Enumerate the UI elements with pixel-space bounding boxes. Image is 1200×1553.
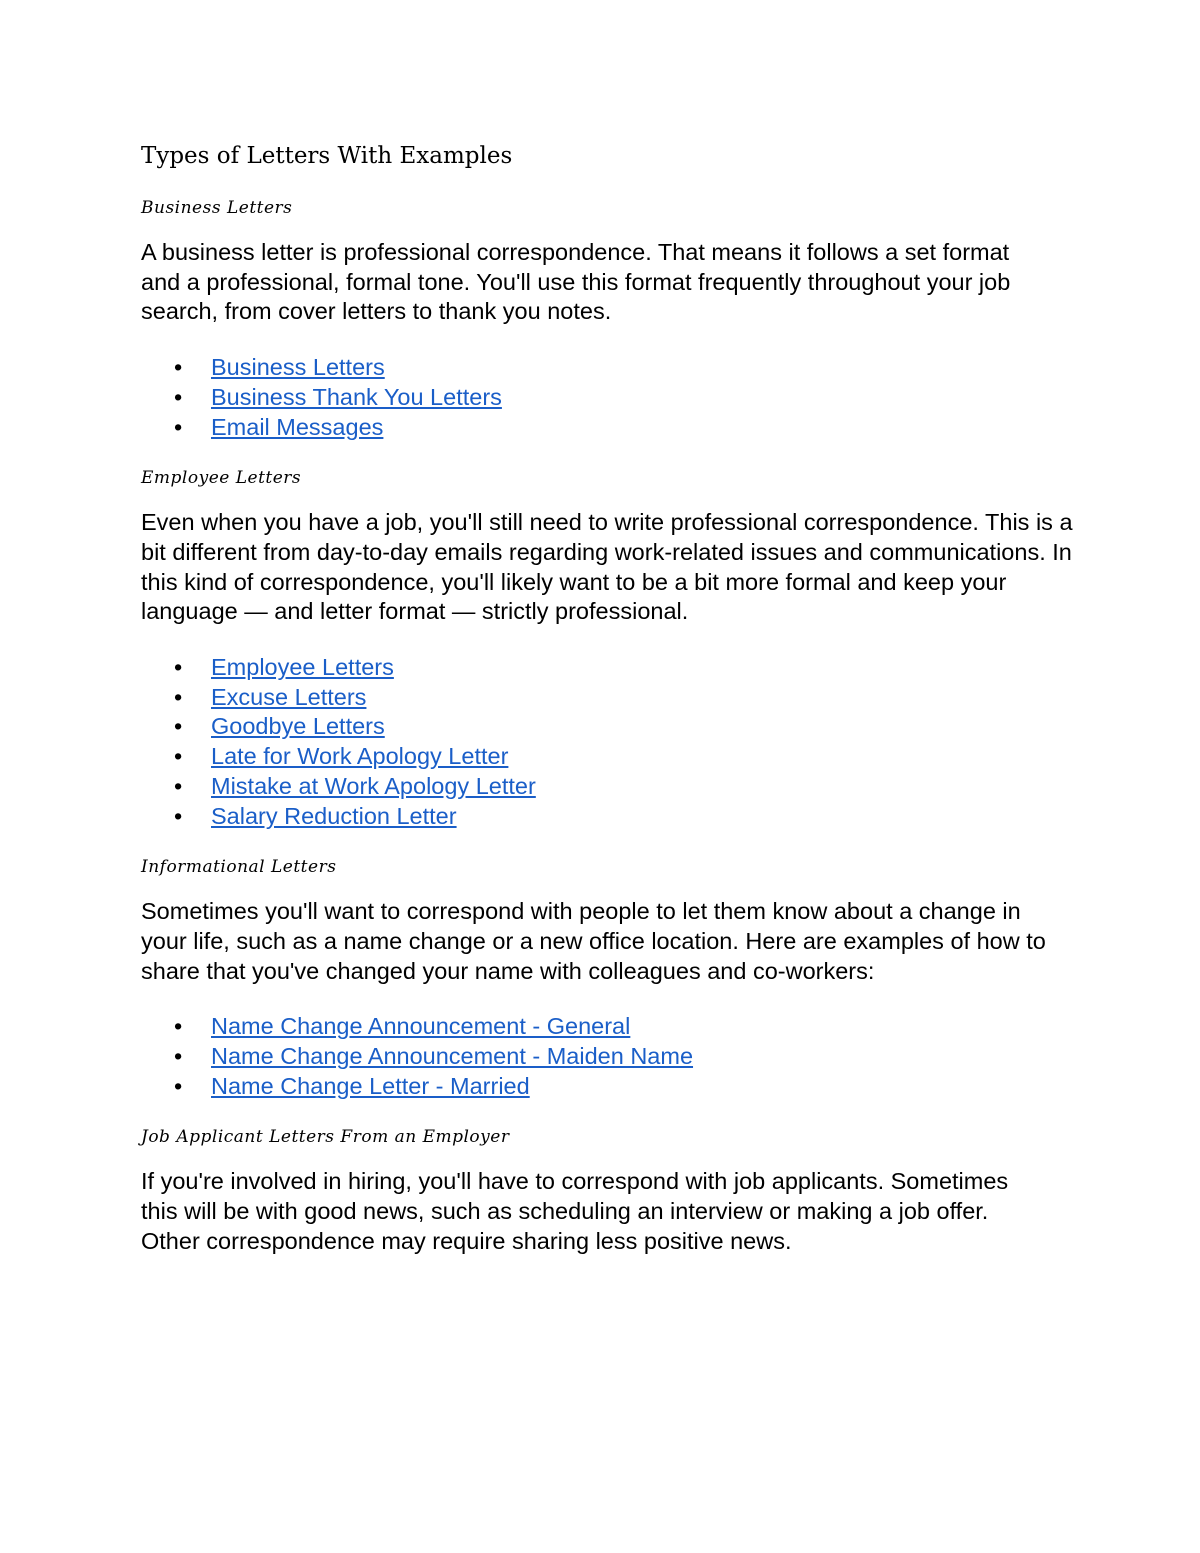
bullet-icon: • bbox=[174, 413, 183, 440]
list-item bbox=[141, 383, 1081, 413]
section-heading: Job Applicant Letters From an Employer bbox=[141, 1127, 510, 1148]
bullet-icon: • bbox=[174, 802, 183, 829]
list-item bbox=[141, 1042, 1081, 1072]
list-item bbox=[141, 1072, 1081, 1102]
link-employee-letters[interactable]: Employee Letters bbox=[211, 654, 394, 681]
bullet-icon: • bbox=[174, 1013, 183, 1040]
link-late-for-work-apology-letter[interactable]: Late for Work Apology Letter bbox=[211, 743, 509, 770]
section-employee-letters bbox=[141, 464, 1081, 831]
section-paragraph: Even when you have a job, you'll still need to write professional correspondence. This is a bit different from day-to-day emails regarding work-related issues and communications. In this kind of correspondence, you'll likely want to be a bit more formal and keep your language — and letter format — strictly professional. bbox=[141, 509, 1073, 625]
bullet-icon: • bbox=[174, 713, 183, 740]
link-business-letters[interactable]: Business Letters bbox=[211, 354, 385, 381]
bullet-icon: • bbox=[174, 683, 183, 710]
section-paragraph: Sometimes you'll want to correspond with people to let them know about a change in your life, such as a name change or a new office location. Here are examples of how to share that you've changed your name with colleagues and co-workers: bbox=[141, 898, 1046, 984]
bullet-icon: • bbox=[174, 1072, 183, 1099]
link-mistake-at-work-apology-letter[interactable]: Mistake at Work Apology Letter bbox=[211, 772, 536, 799]
list-item bbox=[141, 653, 1081, 683]
link-excuse-letters[interactable]: Excuse Letters bbox=[211, 683, 367, 710]
list-item bbox=[141, 712, 1081, 742]
link-name-change-letter-married[interactable]: Name Change Letter - Married bbox=[211, 1072, 530, 1099]
list-item bbox=[141, 772, 1081, 802]
list-item bbox=[141, 413, 1081, 443]
section-heading: Informational Letters bbox=[141, 857, 337, 878]
section-informational-letters bbox=[141, 853, 1081, 1101]
link-email-messages[interactable]: Email Messages bbox=[211, 413, 384, 440]
link-list bbox=[141, 353, 1081, 442]
document-title: Types of Letters With Examples bbox=[141, 143, 513, 169]
list-item bbox=[141, 1012, 1081, 1042]
bullet-icon: • bbox=[174, 383, 183, 410]
list-item bbox=[141, 353, 1081, 383]
list-item bbox=[141, 683, 1081, 713]
link-list bbox=[141, 1012, 1081, 1101]
list-item bbox=[141, 802, 1081, 832]
section-paragraph: If you're involved in hiring, you'll have to correspond with job applicants. Sometimes this will be with good news, such as scheduling an interview or making a job offer. Other correspondence may require sharing less positive news. bbox=[141, 1168, 1009, 1254]
link-list bbox=[141, 653, 1081, 831]
link-name-change-announcement-maiden-name[interactable]: Name Change Announcement - Maiden Name bbox=[211, 1043, 694, 1070]
link-goodbye-letters[interactable]: Goodbye Letters bbox=[211, 713, 385, 740]
section-business-letters bbox=[141, 194, 1081, 442]
link-business-thank-you-letters[interactable]: Business Thank You Letters bbox=[211, 383, 502, 410]
link-name-change-announcement-general[interactable]: Name Change Announcement - General bbox=[211, 1013, 631, 1040]
section-heading: Employee Letters bbox=[141, 468, 302, 489]
section-heading: Business Letters bbox=[141, 198, 293, 218]
bullet-icon: • bbox=[174, 743, 183, 770]
list-item bbox=[141, 742, 1081, 772]
section-job-applicant-letters bbox=[141, 1123, 1081, 1256]
bullet-icon: • bbox=[174, 772, 183, 799]
section-paragraph: A business letter is professional correspondence. That means it follows a set format and a professional, formal tone. You'll use this format frequently throughout your job search, from cover letters to thank you notes. bbox=[141, 239, 1011, 325]
document-page bbox=[141, 138, 1081, 1257]
bullet-icon: • bbox=[174, 654, 183, 681]
bullet-icon: • bbox=[174, 1043, 183, 1070]
bullet-icon: • bbox=[174, 354, 183, 381]
link-salary-reduction-letter[interactable]: Salary Reduction Letter bbox=[211, 802, 457, 829]
